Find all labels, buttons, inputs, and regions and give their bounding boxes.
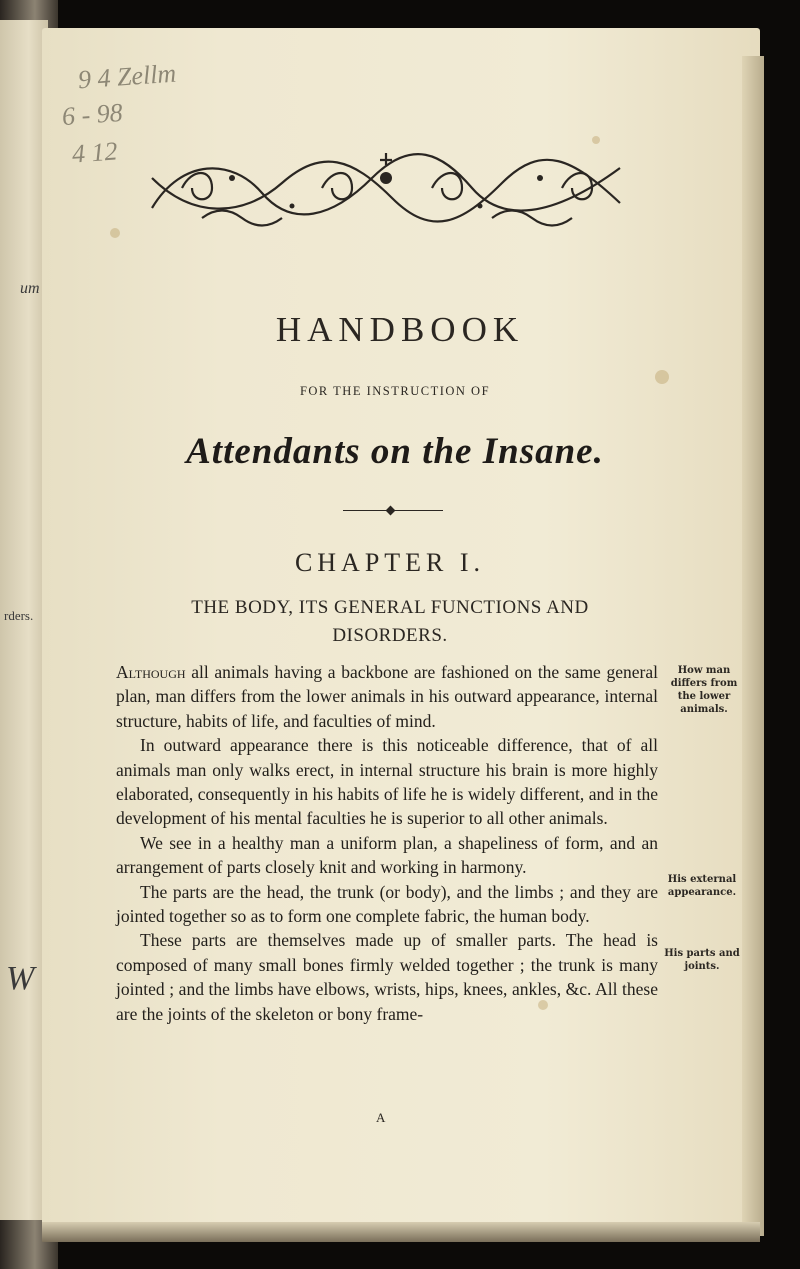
strip-text-middle: rders. — [4, 608, 34, 623]
title-for-line: FOR THE INSTRUCTION OF — [299, 384, 491, 398]
signature-mark: A — [376, 1110, 386, 1125]
chapter-subtitle-line-1: THE BODY, ITS GENERAL FUNCTIONS AND — [191, 597, 589, 618]
page-bottom-edge — [42, 1222, 760, 1242]
paragraph: We see in a healthy man a uniform plan, a shapeliness of form, and an arrangement of parts closely knit and working in harmony. — [116, 832, 658, 878]
foxing-spot — [592, 136, 600, 144]
paragraph: The parts are the head, the trunk (or body), and the limbs ; and they are jointed together so as to form one complete fabric, the human body. — [116, 881, 658, 927]
chapter-subtitle-line-2: DISORDERS. — [332, 625, 448, 646]
margin-note-2: His external appearance. — [667, 874, 737, 898]
paragraph: These parts are themselves made up of smaller parts. The head is composed of many small bones firmly welded together ; the trunk is many jointed ; and the limbs have elbows, wrists, hips, knees, ankles, &c. All these are the joints of the skeleton or bony frame- — [116, 930, 658, 1024]
pencil-note-2: 6 - 98 — [61, 97, 124, 132]
headpiece-ornament — [142, 148, 630, 228]
paragraph-lead: Although — [116, 662, 186, 682]
strip-text-bottom: W — [6, 960, 35, 997]
paragraph: Although all animals having a backbone are fashioned on the same general plan, man differs from the lower animals in his outward appearance, internal structure, habits of life, and faculties of mind. — [116, 662, 658, 731]
foxing-spot — [655, 370, 669, 384]
chapter-subtitle — [0, 594, 780, 650]
margin-note-1: How man differs from the lower animals. — [670, 665, 738, 715]
title-blackletter: Attendants on the Insane. — [186, 431, 604, 472]
strip-text-top: um — [20, 280, 40, 297]
body-text — [116, 660, 658, 1026]
margin-note-3: His parts and joints. — [664, 948, 740, 972]
foxing-spot — [110, 228, 120, 238]
paragraph: In outward appearance there is this noticeable difference, that of all animals man only walks erect, in internal structure his brain is more highly elaborated, consequently in his habits of life he is widely different, and in the development of his mental faculties he is superior to all other animals. — [116, 735, 658, 829]
pencil-note-3: 4 12 — [71, 136, 119, 169]
book-title: HANDBOOK — [275, 310, 525, 349]
chapter-heading: CHAPTER I. — [294, 548, 486, 577]
pencil-note-1: 9 4 Zellm — [77, 58, 178, 95]
